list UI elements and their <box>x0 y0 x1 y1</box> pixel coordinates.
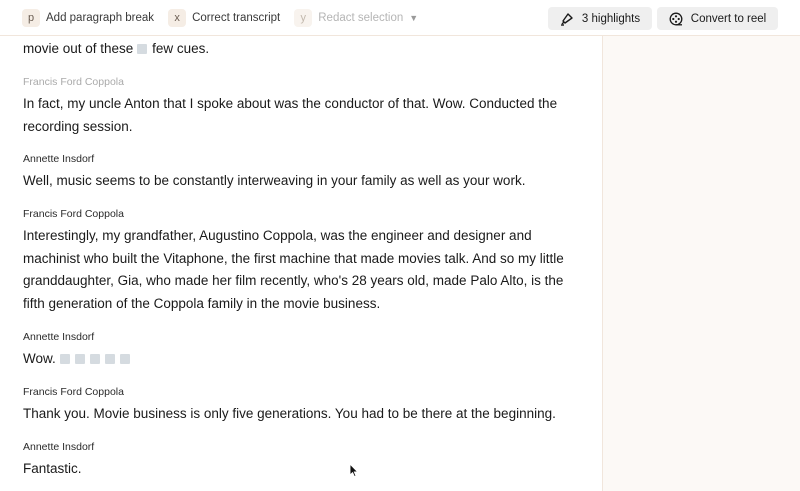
speaker-name[interactable]: Annette Insdorf <box>23 441 95 453</box>
paragraph-text[interactable]: movie out of these few cues. <box>23 41 210 56</box>
highlights-label: 3 highlights <box>581 12 641 25</box>
paragraph-text[interactable]: Wow. <box>23 348 583 371</box>
paragraph-text[interactable]: In fact, my uncle Anton that I spoke about was the conductor of that. Wow. Conducted the recording session. <box>23 96 558 134</box>
correct-transcript-tool[interactable] <box>168 7 280 29</box>
highlighter-icon <box>560 12 574 26</box>
transcript-paragraph[interactable] <box>23 152 583 193</box>
convert-to-reel-label: Convert to reel <box>690 12 767 25</box>
transcript-paragraph[interactable] <box>23 75 583 138</box>
film-reel-icon <box>669 12 683 26</box>
shortcut-key-y: y <box>294 9 312 27</box>
redacted-word[interactable] <box>90 354 100 364</box>
paragraph-text[interactable]: Fantastic. <box>23 461 82 476</box>
mouse-pointer-icon <box>349 463 359 478</box>
convert-to-reel-button[interactable] <box>657 7 778 30</box>
transcript-paragraph[interactable] <box>23 385 583 426</box>
highlights-side-panel <box>602 36 800 491</box>
redacted-word[interactable] <box>137 44 147 54</box>
transcript-paragraph[interactable] <box>23 38 583 61</box>
chevron-down-icon[interactable]: ▼ <box>409 12 419 23</box>
speaker-name[interactable]: Francis Ford Coppola <box>23 76 124 88</box>
transcript-paragraph[interactable] <box>23 440 583 481</box>
add-paragraph-break-tool[interactable] <box>22 7 154 29</box>
redacted-word[interactable] <box>75 354 85 364</box>
highlights-button[interactable] <box>548 7 652 30</box>
redacted-word[interactable] <box>120 354 130 364</box>
speaker-name[interactable]: Francis Ford Coppola <box>23 208 124 220</box>
tool-label: Correct transcript <box>192 11 281 24</box>
redacted-word[interactable] <box>105 354 115 364</box>
redact-selection-tool[interactable] <box>294 7 418 29</box>
paragraph-text[interactable]: Well, music seems to be constantly interweaving in your family as well as your work. <box>23 173 526 188</box>
redacted-word[interactable] <box>60 354 70 364</box>
speaker-name[interactable]: Francis Ford Coppola <box>23 386 124 398</box>
speaker-name[interactable]: Annette Insdorf <box>23 153 95 165</box>
transcript-paragraph[interactable] <box>23 330 583 371</box>
shortcut-key-p: p <box>22 9 40 27</box>
speaker-name[interactable]: Annette Insdorf <box>23 331 95 343</box>
paragraph-text[interactable]: Thank you. Movie business is only five generations. You had to be there at the beginning. <box>23 406 556 421</box>
transcript-paragraph[interactable] <box>23 207 583 316</box>
tool-label: Add paragraph break <box>46 11 155 24</box>
shortcut-key-x: x <box>168 9 186 27</box>
tool-label: Redact selection <box>318 11 404 24</box>
paragraph-text[interactable]: Interestingly, my grandfather, Augustino Coppola, was the engineer and designer and machinist who built the Vitaphone, the first machine that made movies talk. And so my little granddaughter, Gia, who made her film recently, who's 28 years old, made Palo Alto, is the fifth generation of the Coppola family in the movie business. <box>23 228 564 312</box>
